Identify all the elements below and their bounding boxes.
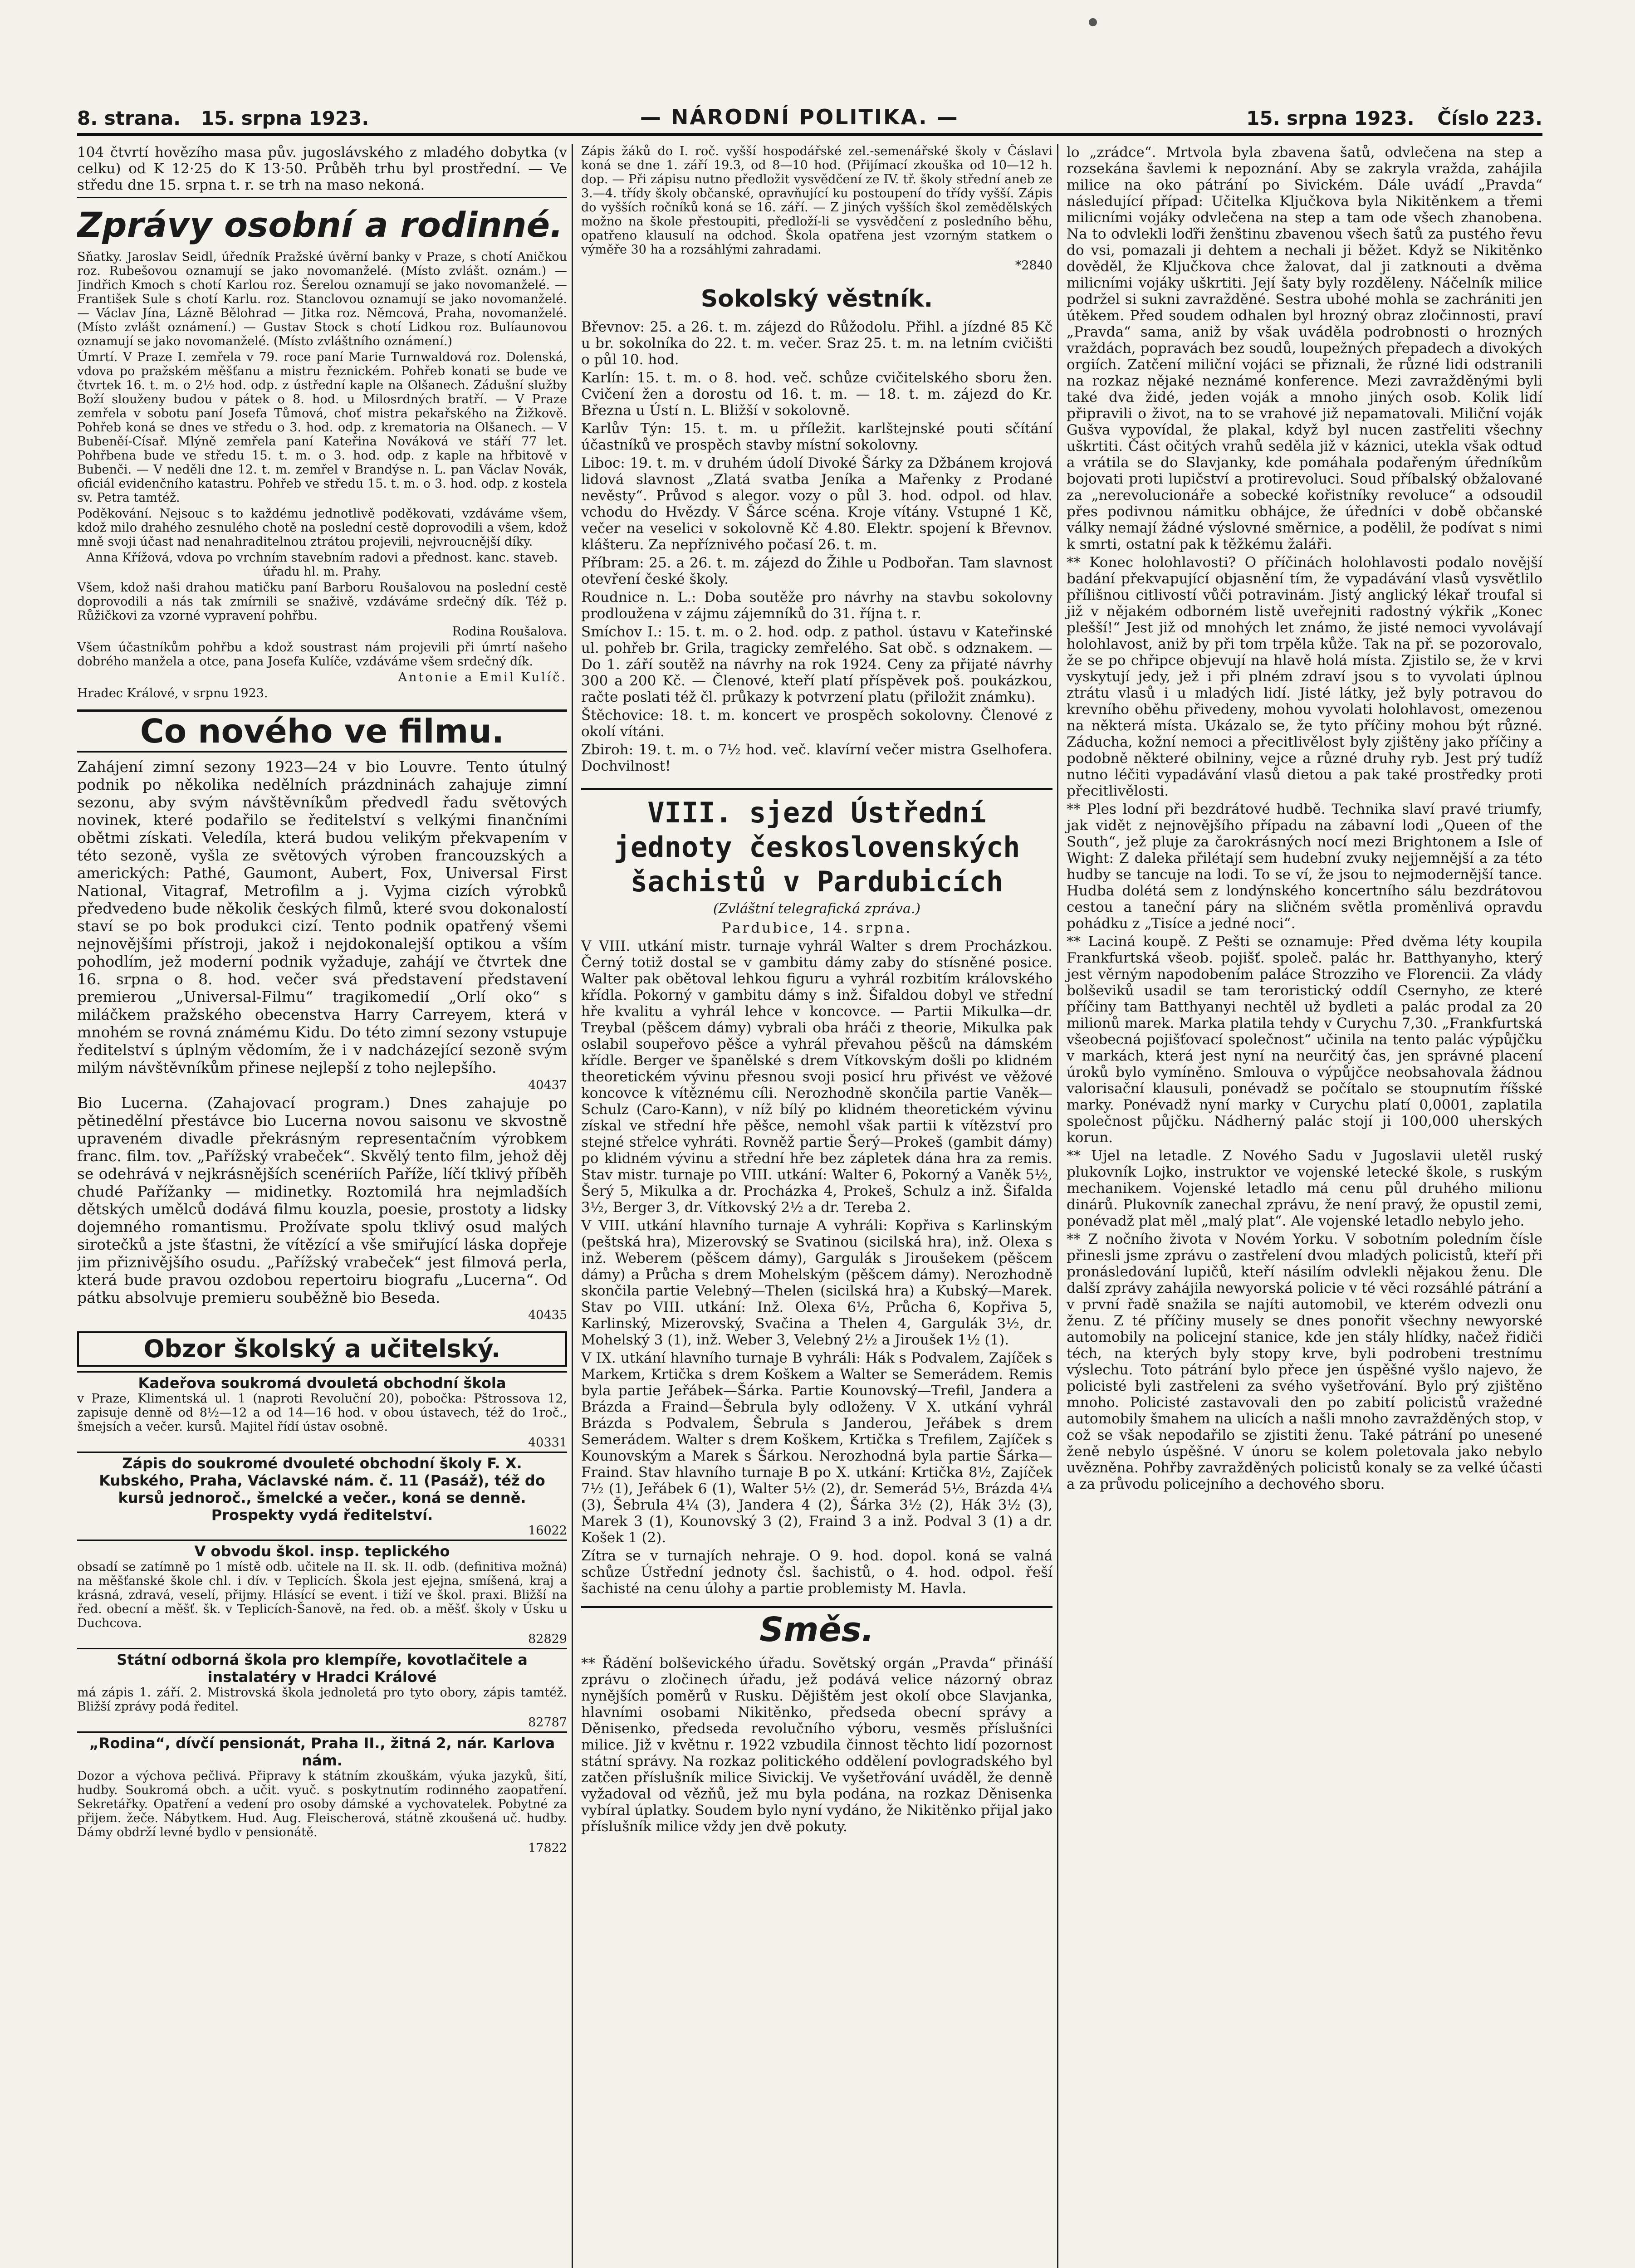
chess-report: V IX. utkání hlavního turnaje B vyhráli: Hák s Podvalem, Zajíček s Markem, Krtička s drem Koškem a Walter se Semerádem. Remis byla partie Jeřábek—Šárka. Partie Kounovský—Trefil, Jandera a Brázda a Fraind—Šebrula byly odloženy. V X. utkání vyhrál Brázda s Podvalem, Šebrula s Janderou, Jeřábek s drem Semerádem. Walter s drem Koškem, Krtička s Trefilem, Zajíček s Kounovským a Marek s Šárkou. Nerozhodná byla partie Šárka—Fraind. Stav hlavního turnaje B po X. utkání: Krtička 8½, Zajíček 7½ (1), Jeřábek 6 (1), Walter 5½ (2), dr. Semerád 5½, Brázda 4¼ (3), Šebrula 4¼ (3), Jandera 4 (2), Šárka 3½ (2), Hák 3½ (3), Marek 3 (1), Kounovský 3 (2), Fraind 3 a inž. Podval 3 (1) a dr. Košek 1 (2).	[581, 1350, 1052, 1546]
deaths-notice: Úmrtí. V Praze I. zemřela v 79. roce paní Marie Turnwaldová roz. Dolenská, vdova po pražském měšťanu a mistru řeznickém. Pohřeb konati se bude ve čtvrtek 16. t. m. o 2½ hod. odp. z ústřední kaple na Olšanech. Zádušní služby Boží slouženy budou v pátek o 8. hod. u Milosrdných bratří. — V Praze zemřela v sobotu paní Josefa Tůmová, choť mistra pekařského na Žižkově. Pohřeb koná se dnes ve středu o 3. hod. odp. z krematoria na Olšanech. — V Bubeněí-Císař. Mlýně zemřela paní Kateřina Nováková ve stáří 77 let. Pohřbena bude ve středu 15. t. m. o 3. hod. odp. z kaple na hřbitově v Bubenči. — V neděli dne 12. t. m. zemřel v Brandýse n. L. pan Václav Novák, oficiál evidenčního katastru. Pohřeb ve středu 15. t. m. o 3. hod. odp. z kostela sv. Petra tamtéž.	[77, 350, 567, 505]
marriages-notice: Sňatky. Jaroslav Seidl, úředník Pražské úvěrní banky v Praze, s chotí Aničkou roz. Rubešovou oznamují se jako novomanželé. (Místo zvlášt. oznám.) — Jindřich Kmoch s chotí Karlou roz. Šerelou oznamují se jako novomanželé. — František Sule s chotí Karlu. roz. Stanclovou oznamují se jako novomanželé. — Václav Jína, Lázně Bělohrad — Jitka roz. Němcová, Praha, novomanželé. (Místo zvlášt oznámení.) — Gustav Stock s chotí Lidkou roz. Bulíaunovou oznamují se jako novomanželé. (Místo zvláštního oznámení.)	[77, 250, 567, 348]
school-ad-3-num: 82829	[528, 1632, 567, 1646]
sokol-item: Příbram: 25. a 26. t. m. zájezd do Žihle u Podbořan. Tam slavnost otevření české školy.	[581, 555, 1052, 587]
section-title-sokol: Sokolský věstník.	[700, 285, 933, 313]
school-ad-4-text: má zápis 1. září. 2. Mistrovská škola jednoletá pro tyto obory, zápis tamtéž. Bližší zprávy podá ředitel.	[77, 1686, 567, 1714]
school-ad-4	[77, 1648, 567, 1730]
misc-article-ship-ball: ** Ples lodní při bezdrátové hudbě. Technika slaví pravé triumfy, jak vidět z nejnovějšího případu na zábavní lodi „Queen of the South“, jež pluje za čarokrásných nocí mezi Brightonem a Isle of Wight: Z daleka přilétají sem hudební zvuky nejjemnější a za této hudby se tancuje na lodi. To se ví, že jsou to nejmodernější tance. Hudba dolétá sem z londýnského koncertního sálu bezdrátovou cestou a taneční páry na sličném světla proměnlivá opravdu pohádku z „Tisíce a jedné noci“.	[1067, 801, 1542, 932]
thanks-place: Hradec Králové, v srpnu 1923.	[77, 686, 268, 700]
school-ad-1-num: 40331	[528, 1436, 567, 1450]
chess-report: V VIII. utkání mistr. turnaje vyhrál Walter s drem Procházkou. Černý totiž dostal se v gambitu dámy zaby do stísněné posice. Walter pak obětoval lehkou figuru a vyhrál rozbitím královského křídla. Pokorný v gambitu dámy s inž. Šifaldou dobyl ve střední hře kvalitu a vyhrál lehce v koncovce. — Partii Mikulka—dr. Treybal (pěšcem dámy) vybrali oba hráči z theorie, Mikulka pak oslabil soupeřovo pěšce a vyhrál převahou pěšců na dámském křídle. Berger ve španělské s drem Vítkovským došli po klidném theoretickém vývinu přesnou svoji posicí hru přivést ve věžové koncovce k vítěznému cíli. Nerozhodně skončila partie Vaněk—Schulz (Caro-Kann), v níž bílý po klidném theoretickém vývinu získal ve střední hře pěšce, nemohl však partii k vítězství pro stejné střelce vyhráti. Rovněž partie Šerý—Prokeš (gambit dámy) po klidném vývinu a střední hře bez zápletek dána hra za remis. Stav mistr. turnaje po VIII. utkání: Walter 6, Pokorný a Vaněk 5½, Šerý 5, Mikulka a dr. Procházka 4, Prokeš, Schulz a inž. Šifalda 3½, Berger 3, dr. Vítkovský 2½ a dr. Tereba 2.	[581, 938, 1052, 1216]
film-article-lucerna: Bio Lucerna. (Zahajovací program.) Dnes zahajuje po pětinedělní přestávce bio Lucerna novou saisonu ve skvostně upraveném divadle překrásným representačním výrobkem franc. film. tov. „Pařížský vrabeček“. Skvělý tento film, jehož děj se odehrává v nejkrásnějších scenériích Paříže, líčí tklivý příběh chudé Pařížanky — midinetky. Roztomilá hra nejmladších dětských umělců dodává filmu kouzla, poesie, prostoty a lidsky dojemného romantismu. Prožívate spolu tklivý osud malých sirotečků a jste šťastni, že vítězící a vše smiřující láska dopřeje jim přiznivějšího osudu. „Pařížský vrabeček“ jest filmová perla, která bude pravou ozdobou repertoiru biografu „Lucerna“. Od pátku absolvuje premieru souběžně bio Beseda.	[77, 1094, 567, 1306]
school-ad-5-text: Dozor a výchova pečlivá. Připravy k státním zkouškám, výuka jazyků, šití, hudby. Soukromá obch. a učit. vyuč. s poskytnutím rodinného zaopatření. Sekretářky. Opatření a vedení pro osoby dámské a vychovatelek. Pobytné za přijem. žeče. Nábytkem. Hud. Aug. Fleischerová, státně zkoušená uč. hudby. Dámy obdrží levné bydlo v pensionátě.	[77, 1769, 567, 1839]
sokol-item: Břevnov: 25. a 26. t. m. zájezd do Růžodolu. Přihl. a jízdné 85 Kč u br. sokolníka do 22. t. m. večer. Sraz 25. t. m. na letním cvičišti o půl 10. hod.	[581, 319, 1052, 368]
sokol-item: Liboc: 19. t. m. v druhém údolí Divoké Šárky za Džbánem krojová lidová slavnost „Zlatá svatba Jeníka a Mařenky z Prodané nevěsty“. Průvod s alegor. vozy o půl 3. hod. odpol. od hlav. vchodu do Hvězdy. V Šárce scéna. Kroje vítány. Vstupné 1 Kč, večer na veselici v sokolovně Kč 4.80. Elektr. spojení k Břevnov. klášteru. Za nepříznivého počasí 26. t. m.	[581, 455, 1052, 553]
enrollment-num: *2840	[1015, 259, 1052, 273]
sokol-item: Smíchov I.: 15. t. m. o 2. hod. odp. z pathol. ústavu v Kateřinské ul. pohřeb br. Grila, tragicky zemřelého. Sat obč. s odznakem. — Do 1. září soutěž na návrhy na rok 1924. Ceny za přijaté návrhy 300 a 200 Kč. — Členové, kteří platí příspěvek poš. poukázkou, račte poslati též čl. průkazy k potvrzení platu (přiložit známku).	[581, 624, 1052, 705]
school-ad-2-num: 16022	[528, 1524, 567, 1538]
school-ad-1-title: Kadeřova soukromá dvouletá obchodní škola	[138, 1374, 506, 1392]
sokol-item: Karlův Týn: 15. t. m. u příležit. karlštejnské pouti sčítání účastníků ve prospěch stavby místní sokolovny.	[581, 420, 1052, 453]
thanks-signature-2: Rodina Roušalova.	[452, 625, 567, 639]
school-ad-1-text: v Praze, Klimentská ul. 1 (naproti Revoluční 20), pobočka: Pštrossova 12, zapisuje denně od 8½—12 a od 14—16 hod. v obou ústavech, též do 1roč., šmejsích a večer. kursů. Majitel řídí ústav osobně.	[77, 1392, 567, 1434]
chess-report: V VIII. utkání hlavního turnaje A vyhráli: Kopřiva s Karlinským (peštská hra), Mizerovský se Svatinou (sicilská hra), inž. Olexa s inž. Weberem (pěšcem dámy), Gargulák s Jiroušekem (pěšcem dámy) a Průcha s drem Mohelským (pěšcem dámy). Nerozhodně skončila partie Velebný—Thelen (sicilská hra) a Kubský—Marek. Stav po VIII. utkání: Inž. Olexa 6½, Průcha 6, Kopřiva 5, Karlinský, Mizerovský, Svačina a Thelen 4, Gargulák 3½, dr. Mohelský 3 (1), inž. Weber 3, Velebný 2½ a Jiroušek 1½ (1).	[581, 1217, 1052, 1348]
column-3	[1057, 144, 1542, 2268]
film-number-2: 40435	[528, 1308, 567, 1322]
page-header	[77, 100, 1542, 136]
chess-report: Zítra se v turnajích nehraje. O 9. hod. dopol. koná se valná schůze Ústřední jednoty čsl. šachistů, o 4. hod. odpol. řeší šachisté na cenu úlohy a partie problemisty M. Havla.	[581, 1548, 1052, 1597]
section-title-misc: Směs.	[581, 1606, 1052, 1652]
thanks-notice-2: Všem, kdož naši drahou matičku paní Barboru Roušalovou na poslední cestě doprovodili a nás tak zmírnili se snaživě, vzdáváme srdečný dík. Též p. Růžičkovi za vzorné vypravení pohřbu.	[77, 581, 567, 623]
school-ad-3	[77, 1540, 567, 1646]
school-ad-5-title: „Rodina“, dívčí pensionát, Praha II., žitná 2, nár. Karlova nám.	[89, 1735, 555, 1769]
header-date-left: 15. srpna 1923.	[201, 107, 369, 129]
section-title-school: Obzor školský a učitelský.	[77, 1331, 567, 1367]
section-title-personal: Zprávy osobní a rodinné.	[77, 205, 563, 245]
sokol-item: Zbiroh: 19. t. m. o 7½ hod. več. klavírní večer mistra Gselhofera. Dochvilnost!	[581, 742, 1052, 774]
school-ad-4-title: Státní odborná škola pro klempíře, kovotlačitele a instalatéry v Hradci Králové	[117, 1651, 528, 1686]
header-left	[77, 107, 369, 129]
chess-subtitle: (Zvláštní telegrafická zpráva.)	[713, 901, 921, 917]
market-report: 104 čtvrtí hovězího masa pův. jugoslávského z mladého dobytka (v celku) od K 12·25 do K 13·50. Průběh trhu byl prostřední. — Ve středu dne 15. srpna t. r. se trh na maso nekoná.	[77, 144, 567, 193]
section-title-chess: VIII. sjezd Ústřední jednoty československých šachistů v Pardubicích	[581, 788, 1052, 899]
school-ad-3-text: obsadí se zatímně po 1 místě odb. učitele na II. sk. II. odb. (definitiva možná) na měšťanské škole chl. i dív. v Teplicích. Škola jest ejejna, smíšená, kraj a krásná, zdravá, veselí, přijmy. Hlásící se event. i tiží ve škol. praxi. Bližší na řed. obecní a měšť. šk. v Teplicích-Šanově, na řed. ob. a měšť. školy v Úsku u Duchcova.	[77, 1560, 567, 1630]
divider	[77, 197, 567, 198]
school-ad-3-title: V obvodu škol. insp. teplického	[194, 1543, 450, 1560]
chess-dateline: Pardubice, 14. srpna.	[721, 920, 912, 936]
thanks-notice-3: Všem účastníkům pohřbu a kdož soustrast nám projevili při úmrtí našeho dobrého manžela a otce, pana Josefa Kulíče, vzdáváme všem srdečný dík.	[77, 640, 567, 669]
misc-article-new-york: ** Z nočního života v Novém Yorku. V sobotním poledním čísle přinesli jsme zprávu o zastřelení dvou mladých policistů, kteří při pronásledování lupičů, kteří násilím odvlekli nějakou ženu. Dle další zprávy zahájila newyorská policie v té věci rozsáhlé pátrání a v první řadě snažila se najíti automobil, ve kterém odvezli onu ženu. Z té příčiny musely se dnes ponořit všechny newyorské automobily na policejní stanice, kde jen stály hlídky, načež řidiči téch, na kterých byly stopy krve, byli podrobeni trestnímu výslechu. Toto pátrání bylo přece jen úspěšné vyšlo najevo, že policisté byli zastřeleni za svého vyšetřování. Bylo prý zjištěno mnoho. Policisté zastavovali den po zabití policistů vražedné automobily šmahem na ulicích a našli mnoho zavražděných stop, v což se však nepodařilo se zjistiti ženu. Také pátrání po unesené ženě nebylo úspěšné. V únoru se kolem poletovala jako nebylo uvězněna. Pohřby zavražděných policistů konaly se za velké účasti a za průvodu policejního a dechového sboru.	[1067, 1231, 1542, 1492]
column-1	[77, 144, 567, 2268]
header-right	[1230, 107, 1542, 129]
punch-hole	[1089, 18, 1097, 26]
header-date-right: 15. srpna 1923.	[1246, 107, 1415, 129]
school-ad-5	[77, 1731, 567, 1855]
school-ad-4-num: 82787	[528, 1716, 567, 1730]
film-number-1: 40437	[528, 1078, 567, 1092]
film-article-louvre: Zahájení zimní sezony 1923—24 v bio Louvre. Tento útulný podnik po několika nedělních prázdninách zahajuje zimní sezonu, aby svým návštěvníkům předvedl řadu světových novinek, které podařilo se ředitelství s velkými finančními obětmi získati. Veledíla, která budou velikým překvapením v této sezoně, vyšla ze světových výroben francouzských a amerických: Pathé, Gaumont, Aubert, Fox, Universal First National, Vitagraf, Metrofilm a j. Vyjma cizích výrobků předvedeno bude několik českých filmů, které svou dokonalostí staví se po bok produkci cizí. Tento podnik opatřený všemi nejnovějšími přístroji, jakož i nejdokonalejší optikou a vším pohodlím, jež moderní podnik vyžaduje, zahájí ve čtvrtek dne 16. srpna o 8. hod. večer svá představení představení premierou „Universal-Filmu“ tragikomedií „Orlí oko“ s miláčkem pražského obecenstva Harry Carreyem, která v mnohém se rovná známému Kidu. Do této zimní sezony vstupuje ředitelství s úplným vědomím, že i v nadcházející sezoně svým milým návštěvníkům přinese nejlepší z toho nejlepšího.	[77, 758, 567, 1076]
misc-article-purchase: ** Laciná koupě. Z Pešti se oznamuje: Před dvěma léty koupila Frankfurtská všeob. pojišť. společ. palác hr. Batthyanyho, který jest věrným napodobením paláce Strozziho ve Florencii. Za vlády bolševiků usadil se tam teroristický oddíl Csernyho, ze které příčiny tam Batthyanyi nechtěl už bydleti a palác prodal za 20 milionů marek. Marka platila tehdy v Curychu 7,30. „Frankfurtská všeobecná pojišťovací společnost“ učinila na tento palác výpůjčku v markách, která jest nyní na neurčitý čas, jen správné placení úroků bylo vymíněno. Smlouva o výpůjčce neobsahovala žádnou valorisační klausuli, ponévadž se počítalo se stoupnutím říšské marky. Ponévadž nyní marky v Curychu platí 0,0001, zaplatila společnost půjčku. Nádherný palác stojí ji 100,000 uherských korun.	[1067, 934, 1542, 1146]
sokol-item: Karlín: 15. t. m. o 8. hod. več. schůze cvičitelského sboru žen. Cvičení žen a dorostu od 16. t. m. — 18. t. m. zájezd do Kr. Března u Ústí n. L. Bližší v sokolovně.	[581, 370, 1052, 419]
section-title-film: Co nového ve filmu.	[77, 709, 567, 753]
newspaper-page	[77, 0, 1542, 2268]
misc-article-continued: lo „zrádce“. Mrtvola byla zbavena šatů, odvlečena na step a rozsekána šavlemi k nepoznání. Aby se zakryla vražda, zahájila milice na oko pátrání po Sivickém. Dále uvádí „Pravda“ následující případ: Učitelka Ključkova byla Nikitěnkem a třemi milicními vojáky odvlečena na step a tam ode všech zhanobena. Na to odvlekli loďři ženštinu zbavenou všech šatů za pustého řevu do vsi, pomazali ji dehtem a nechali ji běžet. Když se Nikitěnko dověděl, že Ključkova chce žalovat, dal ji zatknouti a dvěma milicními vojáky uškrtiti. Její šaty byly rozděleny. Náčelník milice podržel si sukni zavražděné. Sestra ubohé mohla se zachrániti jen útěkem. Před soudem odhalen byl hrozný obraz zločinnosti, praví „Pravda“ sama, aniž by však uváděla podrobnosti o hrozných vraždách, popravách bez soudů, loupežných přepadech a divokých orgiích. Zatčení miliční vojáci se přiznali, že různé lidi odstranili na rozkaz nějaké neznámé konference. Mezi zavražděnými byli také dva židé, jeden voják a mnoho jiných osob. Kolik lidí připravili o život, na to se vrahové již nepamatovali. Miliční voják Gušva vypovídal, že plakal, když byl nucen zastřeliti všechny uškrtiti. Část očitých vrahů seděla již v káznici, utekla však odtud a vrátila se do Slavjanky, kde pomáhala podařeným úředníkům bojovati proti lupičství a protirevoluci. Soud příbalský obžalované za „nerevolucionáře a sobecké kořistníky revoluce“ a odsoudil přes podivnou námitku obhájce, že úředníci v době občanské války nemají žádné výslovné směrnice, a podělil, že podívat s nimi k smrti, ostatní pak k těžkému žaláři.	[1067, 144, 1542, 552]
column-2	[572, 144, 1052, 2268]
misc-article-plane: ** Ujel na letadle. Z Nového Sadu v Jugoslavii uletěl ruský plukovník Lojko, instruktor ve vojenské letecké škole, s ruským mechanikem. Vojenské letadlo má cenu půl druhého milionu dinárů. Plukovník zanechal zprávu, že není pravý, že opustil zemi, ponévadž plat měl „malý plat“. Ale vojenské letadlo nebylo jeho.	[1067, 1148, 1542, 1229]
newspaper-title: — NÁRODNÍ POLITIKA. —	[640, 105, 959, 129]
issue-number: Číslo 223.	[1437, 107, 1542, 129]
school-ad-2-title: Zápis do soukromé dvouleté obchodní školy F. X. Kubského, Praha, Václavské nám. č. 11 (Pasáž), též do kursů jednoroč., šmelcké a večer., koná se denně. Prospekty vydá ředitelství.	[99, 1455, 545, 1524]
enrollment-notice: Zápis žáků do I. roč. vyšší hospodářské zel.-semenářské školy v Čáslavi koná se dne 1. září 19.3, od 8—10 hod. (Přijímací zkouška od 10—12 h. dop. — Při zápisu nutno předložit vysvědčení ze IV. tř. školy střední aneb ze 3.—4. třídy školy občanské, opravňující ku postoupení do třídy vyšší. Zápis do vyšších ročníků koná se 16. září. — Z jiných vyšších škol zemědělských možno na škole přestoupiti, předloží-li se vysvědčení z posledního běhu, opatřeno klausulí na odchod. Škola opatřena jest vzorným statkem o výměře 30 ha a rozsáhlými zahradami.	[581, 144, 1052, 257]
page-number: 8. strana.	[77, 107, 181, 129]
sokol-item: Štěchovice: 18. t. m. koncert ve prospěch sokolovny. Členové z okolí vítáni.	[581, 707, 1052, 740]
sokol-item: Roudnice n. L.: Doba soutěže pro návrhy na stavbu sokolovny prodloužena v zájmu zájemníků do 31. října t. r.	[581, 589, 1052, 622]
thanks-signature: Anna Křížová, vdova po vrchním stavebním radovi a přednost. kanc. staveb. úřadu hl. m. Prahy.	[86, 551, 558, 579]
thanks-notice: Poděkování. Nejsouc s to každému jednotlivě poděkovati, vzdáváme všem, kdož milo drahého zesnulého chotě na poslední cestě doprovodili a všem, kdož mně svoji účast nad nenahraditelnou ztrátou projevili, nejvroucnější díky.	[77, 507, 567, 549]
school-ad-2	[77, 1452, 567, 1538]
school-ad-1	[77, 1371, 567, 1450]
thanks-signature-3: Antonie a Emil Kulíč.	[398, 670, 567, 684]
school-ad-5-num: 17822	[528, 1841, 567, 1855]
misc-article-baldness: ** Konec holohlavosti? O příčinách holohlavosti podalo novější badání překvapující objasnění tím, že vypadávání vlasů vysvětlilo přílišnou citlivostí vůči potravinám. Jistý anglický lékař troufal si již v nějakém odborném listě uveřejniti radostný výkřik „Konec plešší!“ Jest již od mnohých let známo, že jisté nemoci vyvolávají holohlavost, aniž by při tom trpěla kůže. Tak na př. se pozorovalo, že se po chřipce objevují na hlavě holá místa. Zjistilo se, že v krvi vyskytují jedy, jež i při plném zdraví jsou s to vyvolati úplnou ztrátu vlasů i u mladých lidí. Jisté látky, jež byly potravou do krevního oběhu přivedeny, mohou vyvolati holohlavost, omezenou na některá místa. Ukázalo se, že tyto příčiny mohou být různé. Záducha, kožní nemoci a přecitlivělost byly zjištěny jako příčiny a podobně některé obilniny, vejce a různé druhy ryb. Jest prý tudíž nutno léčiti vypadávání vlasů dietou a pak také prostředky proti přecitlivělosti.	[1067, 554, 1542, 799]
misc-article-bolshevik: ** Řádění bolševického úřadu. Sovětský orgán „Pravda“ přináší zprávu o zločinech úřadu, jež podává velice názorný obraz nynějších poměrů v Rusku. Dějištěm jest okolí obce Slavjanka, hlavními osobami Nikitěnko, předseda obecní správy a Děnisenko, předseda revolučního výboru, vesměs příslušníci milice. Již v květnu r. 1922 vzbudila činnost těchto lidí pozornost státní správy. Na rozkaz politického oddělení povlogradského byl zatčen příslušník milice Sivickij. Ve vyšetřování uváděl, že denně vyžadoval od vězňů, jež mu byla podána, na rozkaz Děnisenka vybíral úplatky. Soudem bylo nyní vydáno, že Nikitěnko přijal jako příslušník milice vždy jen dvě pokuty.	[581, 1655, 1052, 1835]
